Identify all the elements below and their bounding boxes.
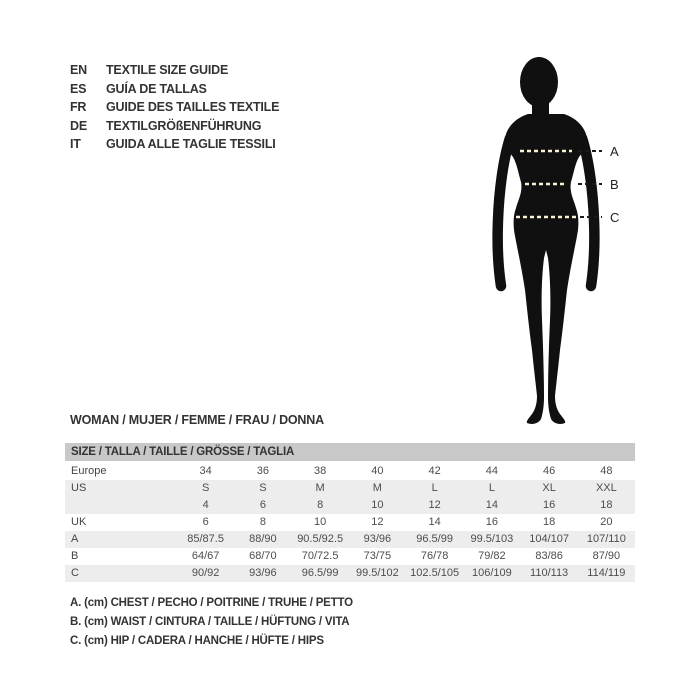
table-row-waist-b [65,548,635,565]
lang-label: GUIDE DES TAILLES TEXTILE [106,100,280,115]
row-label: C [71,567,79,579]
legend-chest: A. (cm) CHEST / PECHO / POITRINE / TRUHE / PETTO [70,597,353,609]
cell: 6 [259,499,266,511]
cell: 6 [202,516,209,528]
table-row-us-letter [65,480,635,497]
cell: 16 [485,516,498,528]
table-row-chest-a [65,531,635,548]
cell: 76/78 [420,550,449,562]
cell: 38 [314,465,327,477]
row-label: A [71,533,79,545]
table-row-europe [65,463,635,480]
row-label: Europe [71,465,107,477]
cell: 18 [543,516,556,528]
cell: 93/96 [249,567,277,579]
table-row-us-numeric [65,497,635,514]
cell: 96.5/99 [301,567,339,579]
cell: 14 [485,499,498,511]
cell: 68/70 [249,550,277,562]
cell: 110/113 [530,567,569,579]
legend-hip: C. (cm) HIP / CADERA / HANCHE / HÜFTE / HIPS [70,635,324,647]
lang-code: IT [70,137,81,152]
cell: 79/82 [478,550,506,562]
lang-row-es [70,80,279,99]
woman-silhouette-figure [480,44,640,434]
cell: 70/72.5 [301,550,339,562]
lang-code: FR [70,100,87,115]
cell: 14 [428,516,441,528]
cell: 73/75 [363,550,392,562]
measure-label-c: C [610,210,620,225]
measure-label-b: B [610,177,619,192]
lang-code: DE [70,118,87,133]
cell: 46 [543,465,556,477]
lang-label: GUÍA DE TALLAS [106,81,207,96]
cell: 107/110 [586,533,626,545]
cell: 104/107 [529,533,569,545]
cell: 34 [199,465,212,477]
lang-code: ES [70,81,87,96]
cell: 48 [600,465,613,477]
cell: 8 [259,516,266,528]
cell: 106/109 [471,567,512,579]
lang-row-it [70,135,279,154]
cell: 18 [600,499,613,511]
lang-code: EN [70,63,87,77]
legend-waist: B. (cm) WAIST / CINTURA / TAILLE / HÜFTUNG / VITA [70,616,350,628]
lang-label: TEXTILE SIZE GUIDE [106,63,229,77]
table-row-uk [65,514,635,531]
lang-row-de [70,117,279,136]
cell: 93/96 [363,533,392,545]
cell: 96.5/99 [416,533,453,545]
lang-row-fr [70,98,279,117]
cell: S [201,482,210,494]
lang-label: GUIDA ALLE TAGLIE TESSILI [106,137,276,152]
cell: 99.5/103 [470,533,514,545]
cell: 10 [314,516,327,528]
cell: XXL [595,482,617,494]
cell: L [488,482,495,494]
language-list [70,61,279,154]
cell: 90/92 [191,567,220,579]
gender-heading: WOMAN / MUJER / FEMME / FRAU / DONNA [70,413,324,427]
cell: 88/90 [249,533,277,545]
cell: 64/67 [191,550,220,562]
cell: 12 [371,516,384,528]
cell: 10 [371,499,384,511]
cell: 12 [428,499,441,511]
row-label [65,497,177,514]
cell: L [431,482,438,494]
cell: 83/86 [535,550,563,562]
cell: 36 [256,465,269,477]
cell: 99.5/102 [355,567,399,579]
size-table-header: SIZE / TALLA / TAILLE / GRÖSSE / TAGLIA [65,443,635,461]
measure-label-a: A [610,144,619,159]
cell: M [315,482,325,494]
lang-label: TEXTILGRÖßENFÜHRUNG [106,118,262,133]
cell: 8 [317,499,324,511]
cell: 114/119 [587,567,626,579]
cell: 16 [543,499,556,511]
cell: 44 [485,465,498,477]
cell: 42 [428,465,441,477]
cell: 90.5/92.5 [297,533,344,545]
lang-row-en [70,61,279,80]
row-label: UK [71,516,87,528]
cell: 87/90 [592,550,621,562]
cell: M [372,482,382,494]
row-label: B [71,550,79,562]
measurement-legend [70,594,353,651]
table-row-hip-c [65,565,635,582]
row-label: US [71,482,87,494]
cell: XL [542,482,556,494]
cell: 20 [600,516,613,528]
cell: 40 [371,465,384,477]
cell: 85/87.5 [187,533,224,545]
cell: S [259,482,267,494]
woman-silhouette-icon [480,44,640,434]
cell: 102.5/105 [410,567,460,579]
cell: 4 [202,499,209,511]
size-table [65,443,635,582]
